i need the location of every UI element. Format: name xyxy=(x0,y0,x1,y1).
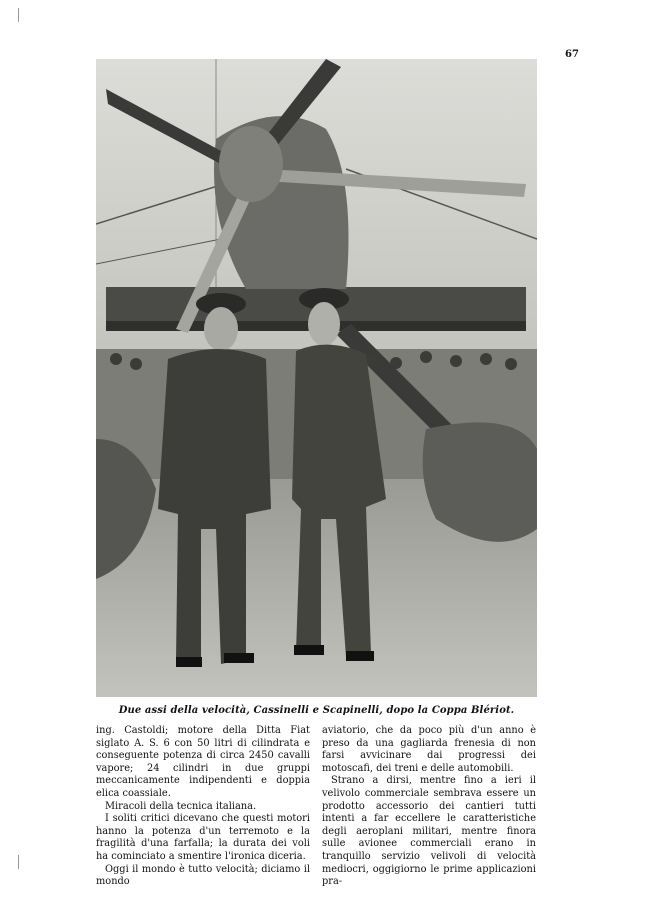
paragraph: I soliti critici dicevano che questi motori hanno la potenza d'un terremoto e la fragilità d'una farfalla; la durata dei voli ha cominciato a smentire l'ironica diceria. xyxy=(96,813,310,862)
photo-caption: Due assi della velocità, Cassinelli e Scapinelli, dopo la Coppa Blériot. xyxy=(118,705,515,716)
text-column-left xyxy=(96,725,310,889)
photograph xyxy=(96,59,537,697)
page-number: 67 xyxy=(565,49,579,60)
margin-mark-bottom xyxy=(18,855,19,869)
paragraph: ing. Castoldi; motore della Ditta Fiat siglato A. S. 6 con 50 litri di cilindrata e conseguente potenza di circa 2450 cavalli vapore; 24 cilindri in due gruppi meccanicamente indipendenti e doppia elica coassiale. xyxy=(96,725,310,799)
paragraph: Oggi il mondo è tutto velocità; diciamo il mondo xyxy=(96,863,310,888)
text-column-right xyxy=(322,725,536,889)
paragraph: aviatorio, che da poco più d'un anno è preso da una gagliarda frenesia di non farsi avvicinare dai progressi dei motoscafi, dei treni e delle automobili. xyxy=(322,725,536,774)
propeller-spinner xyxy=(219,126,283,202)
paragraph: Miracoli della tecnica italiana. xyxy=(105,800,257,812)
margin-mark-top xyxy=(18,8,19,22)
photograph-illustration xyxy=(96,59,537,697)
paragraph: Strano a dirsi, mentre fino a ieri il velivolo commerciale sembrava essere un prodotto accessorio dei cantieri tutti intenti a far eccellere le caratteristiche degli aeroplani militari, mentre finora sulle avionee commerciali erano in tranquillo servizio velivoli di velocità mediocri, oggigiorno le prime applicazioni pra- xyxy=(322,775,536,888)
